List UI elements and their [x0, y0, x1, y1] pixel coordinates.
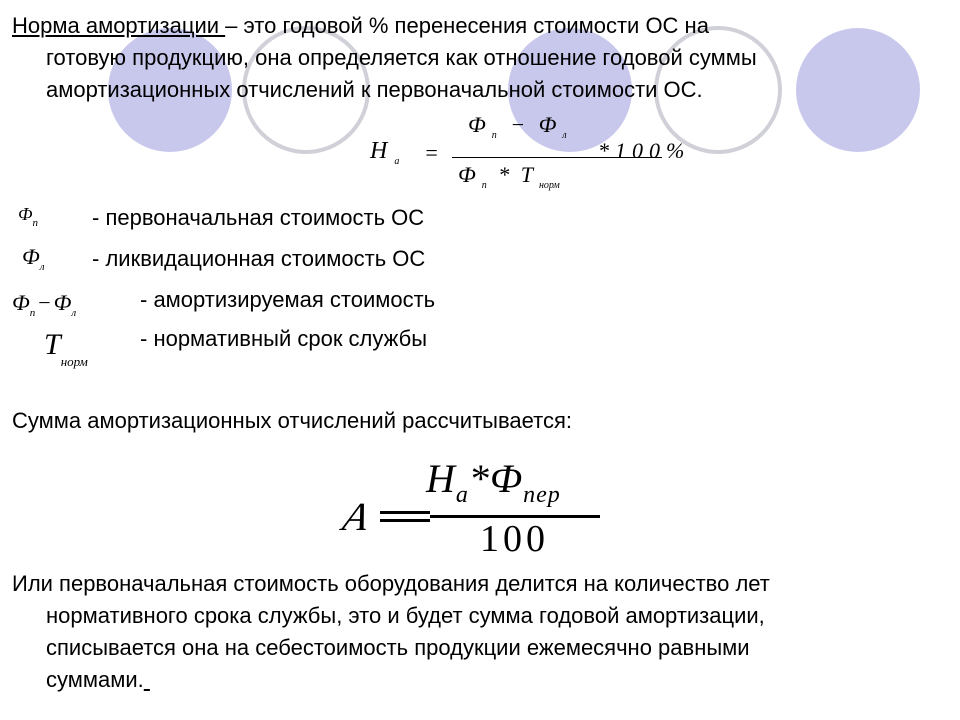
alternative-line-3: списывается она на себестоимость продукции ежемесячно равными: [46, 635, 750, 660]
formula2-equals-bottom: [380, 519, 430, 522]
definition-line-2: готовую продукцию, она определяется как отношение годовой суммы: [46, 45, 757, 70]
legend-text-fp: - первоначальная стоимость ОС: [92, 205, 425, 230]
legend-text-fl: - ликвидационная стоимость ОС: [92, 246, 426, 271]
alternative-paragraph: [12, 568, 942, 696]
term-underlined: Норма амортизации: [12, 13, 226, 38]
alternative-line-1: Или первоначальная стоимость оборудования делится на количество лет: [12, 571, 770, 596]
formula1-equals: =: [424, 140, 439, 165]
legend-text-amortizable: - амортизируемая стоимость: [140, 287, 436, 312]
legend-symbol-tnorm: $Т_{норм}$: [44, 328, 88, 369]
alternative-line-2: нормативного срока службы, это и будет сумма годовой амортизации,: [46, 603, 765, 628]
legend-text-tnorm: - нормативный срок службы: [140, 326, 428, 351]
definition-line-1-rest: – это годовой % перенесения стоимости ОС на: [225, 13, 709, 38]
formula1-denominator: Ф $_п$ * Т $_{норм}$: [458, 162, 560, 191]
legend-symbol-fl: $Ф_л$: [22, 244, 45, 273]
legend-symbol-fp: $Ф_п$: [18, 204, 38, 229]
formula2-denominator: 100: [480, 518, 549, 560]
amortization-rate-formula: [360, 110, 720, 210]
legend-symbol-fp-minus-fl: $Ф_п - Ф_л$: [12, 290, 77, 319]
definition-line-3: амортизационных отчислений к первоначальной стоимости ОС.: [46, 77, 703, 102]
calculation-intro: Сумма амортизационных отчислений рассчитывается:: [12, 408, 573, 433]
amortization-sum-formula: [340, 455, 640, 565]
formula1-multiplier: *100%: [598, 138, 691, 163]
formula2-lhs: А: [339, 494, 374, 539]
formula1-numerator: Ф $_п$ − Ф $_л$: [468, 112, 567, 141]
formula1-lhs: Н $_а$: [370, 138, 401, 167]
definition-paragraph: [12, 10, 942, 106]
formula2-equals-top: [380, 511, 430, 514]
formula2-numerator: $Н_а*Ф_{пер}$: [426, 456, 561, 508]
alternative-line-4: суммами.: [46, 667, 144, 692]
definition-line-1: [12, 10, 942, 42]
